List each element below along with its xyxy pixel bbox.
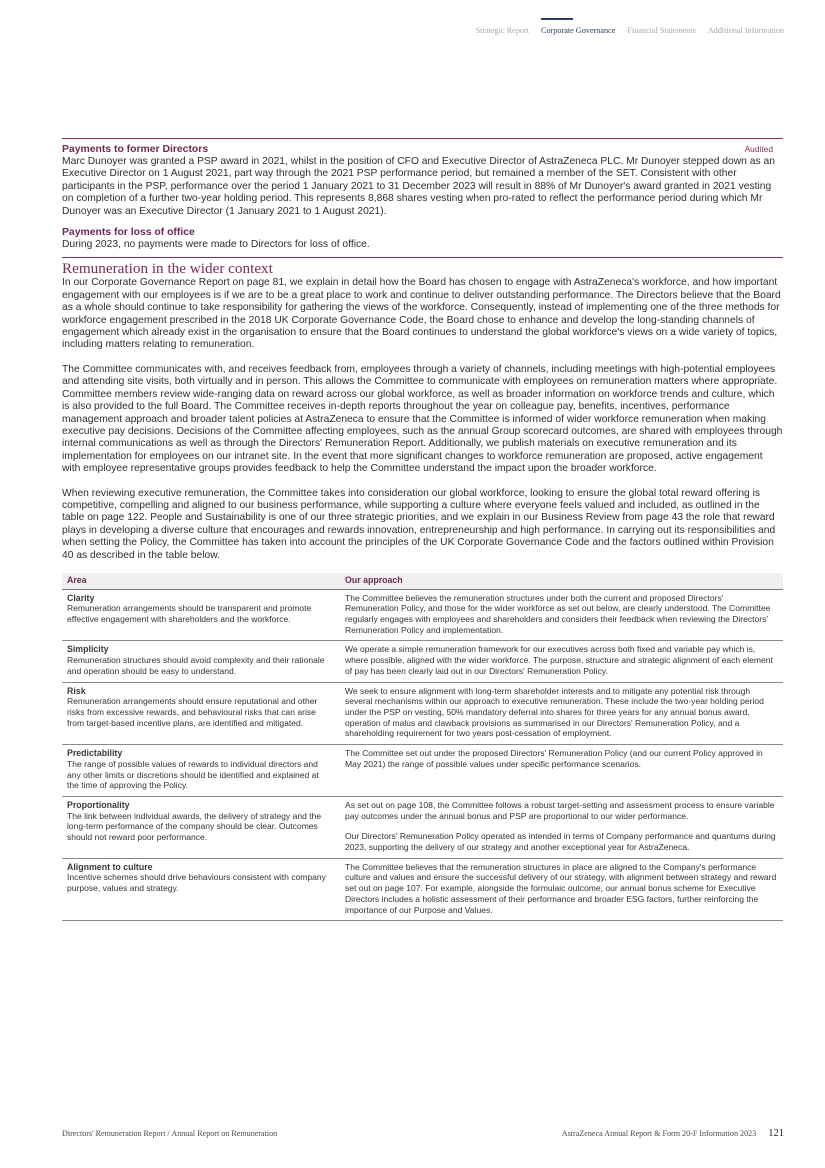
nav-corporate-governance[interactable]: Corporate Governance <box>541 18 615 35</box>
section-divider <box>62 138 783 139</box>
table-row <box>62 858 783 921</box>
top-navigation <box>476 18 784 35</box>
area-cell <box>62 858 340 921</box>
approach-cell <box>340 589 783 641</box>
table-row <box>62 589 783 641</box>
approach-cell <box>340 796 783 858</box>
header-approach: Our approach <box>340 573 783 589</box>
footer-publication <box>562 1128 784 1139</box>
area-title: Alignment to culture <box>67 861 153 872</box>
loss-of-office-text: During 2023, no payments were made to Directors for loss of office. <box>62 239 370 251</box>
approach-text: Our Directors' Remuneration Policy operated as intended in terms of Company performance and quantums during 2023, supporting the delivery of our strategy and another exceptional year for AstraZeneca. <box>345 831 776 853</box>
provision-40-table <box>62 573 783 921</box>
page-footer <box>62 1128 784 1139</box>
area-description: Remuneration arrangements should ensure reputational and other risks from excessive rewards, and behavioural risks that can arise from target-based incentive plans, are identified and mitigated. <box>67 696 318 728</box>
wider-context-section <box>62 257 783 562</box>
footer-breadcrumb: Directors' Remuneration Report / Annual Report on Remuneration <box>62 1129 278 1138</box>
wider-context-heading: Remuneration in the wider context <box>62 260 273 278</box>
area-cell <box>62 682 340 745</box>
former-directors-section <box>62 138 783 218</box>
main-content <box>62 138 783 921</box>
approach-text: As set out on page 108, the Committee follows a robust target-setting and assessment process to ensure variable pay outcomes under the annual bonus and PSP are proportional to our wider performance. <box>345 799 775 821</box>
wider-context-paragraph: In our Corporate Governance Report on page 81, we explain in detail how the Board has chosen to engage with AstraZeneca's workforce, and how important engagement with our employees is if we are to be a great place to work and continue to deliver outstanding performance. The Directors believe that the Board as a whole should continue to take responsibility for gathering the views of the workforce. Consequently, instead of implementing one of the three methods for workforce engagement prescribed in the 2018 UK Corporate Governance Code, the Board chose to enhance and develop the long-standing channels of engagement which already exist in the organisation to ensure that the Board continues to understand the global workforce's views on a wide variety of topics, including matters relating to remuneration. <box>62 277 781 351</box>
approach-cell <box>340 745 783 797</box>
area-title: Proportionality <box>67 799 130 810</box>
page-number: 121 <box>768 1128 784 1139</box>
area-title: Clarity <box>67 592 95 603</box>
area-description: The link between individual awards, the delivery of strategy and the long-term performance of the company should be clear. Outcomes should not reward poor performance. <box>67 810 322 843</box>
nav-additional-information[interactable]: Additional Information <box>707 26 784 35</box>
audited-badge: Audited <box>744 144 773 154</box>
nav-financial-statements[interactable]: Financial Statements <box>627 26 696 35</box>
approach-text: The Committee believes the remuneration structures under both the current and proposed Directors' Remuneration Policy, and those for the wider workforce as set out below, are clearly understood. The Committee regularly engages with employees and shareholders and considers their feedback when reviewing the Directors' Remuneration Policy and implementation. <box>345 592 771 635</box>
approach-text: The Committee believes that the remuneration structures in place are aligned to the Company's performance culture and values and ensure the successful delivery of our strategy, with alignment between strategy and reward set out on page 107. For example, alongside the formulaic outcome, our annual bonus scheme for Executive Directors includes a holistic assessment of their performance and broader ESG factors, further reinforcing the importance of our Purpose and Values. <box>345 861 777 915</box>
wider-context-paragraph: When reviewing executive remuneration, the Committee takes into consideration our global workforce, looking to ensure the global total reward offering is competitive, compelling and aligned to our business performance, while supporting a culture where everyone feels valued and included, as outlined in the table on page 122. People and Sustainability is one of our three strategic priorities, and we explain in our Business Review from page 43 the role that reward plays in developing a diverse culture that encourages and rewards innovation, entrepreneurship and high performance. In carrying out its responsibilities and when setting the Policy, the Committee has taken into account the principles of the UK Corporate Governance Code and the factors outlined within Provision 40 as described in the table below. <box>62 487 776 561</box>
area-description: The range of possible values of rewards to individual directors and any other limits or discretions should be identified and explained at the time of approving the Policy. <box>67 758 319 791</box>
header-area: Area <box>62 573 340 589</box>
area-title: Simplicity <box>67 644 109 655</box>
area-cell <box>62 589 340 641</box>
table-row <box>62 682 783 745</box>
nav-strategic-report[interactable]: Strategic Report <box>475 26 530 35</box>
area-cell <box>62 641 340 682</box>
approach-text: We seek to ensure alignment with long-term shareholder interests and to mitigate any potential risk through several mechanisms within our approach to executive remuneration. These include the two-year holding period under the PSP on vesting, 50% mandatory deferral into shares for three years for any annual bonus award, operation of malus and clawback provisions as summarised in our Directors' Remuneration Policy, and a shareholding requirement for two years post-cessation of employment. <box>345 685 764 739</box>
table-row <box>62 796 783 858</box>
approach-cell <box>340 858 783 921</box>
section-divider <box>62 257 783 258</box>
area-title: Predictability <box>67 748 123 759</box>
area-cell <box>62 745 340 797</box>
former-directors-text: Marc Dunoyer was granted a PSP award in 2021, whilst in the position of CFO and Executive Director of AstraZeneca PLC. Mr Dunoyer stepped down as an Executive Director on 1 August 2021, part way through the 2021 PSP performance period, but remained a member of the SET. Consistent with other participants in the PSP, performance over the period 1 January 2021 to 31 December 2023 will result in 88% of Mr Dunoyer's award granted in 2021 vesting on completion of a further two-year holding period. This represents 8,868 shares vesting when pro-rated to reflect the performance period during which Mr Dunoyer was an Executive Director (1 January 2021 to 1 August 2021). <box>62 156 775 217</box>
loss-of-office-section <box>62 226 783 251</box>
table-row <box>62 641 783 682</box>
former-directors-heading: Payments to former Directors <box>62 144 209 155</box>
footer-report-title: AstraZeneca Annual Report & Form 20-F Information 2023 <box>561 1129 757 1138</box>
loss-of-office-heading: Payments for loss of office <box>62 227 195 239</box>
approach-cell <box>340 682 783 745</box>
approach-text: The Committee set out under the proposed Directors' Remuneration Policy (and our current Policy approved in May 2021) the range of possible values under specific performance scenarios. <box>345 748 763 769</box>
approach-cell <box>340 641 783 682</box>
area-description: Remuneration structures should avoid complexity and their rationale and operation should be easy to understand. <box>67 655 325 676</box>
approach-text: We operate a simple remuneration framework for our executives across both fixed and variable pay which is, where possible, aligned with the wider workforce. The purpose, structure and strategic alignment of each element of pay has been clearly laid out in our Directors' Remuneration Policy. <box>345 644 773 676</box>
wider-context-paragraph: The Committee communicates with, and receives feedback from, employees through a variety of channels, including meetings with high-potential employees and attending site visits, both virtually and in person. This allows the Committee to communicate with employees on remuneration matters where appropriate. Committee members review wide-ranging data on reward across our global workforce, as well as broader information on workforce trends and culture, which is also provided to the full Board. The Committee receives in-depth reports throughout the year on colleague pay, benefits, incentives, performance management approach and broader talent policies at AstraZeneca to ensure that the Committee is informed of wider workforce remuneration when making executive pay decisions. Decisions of the Committee affecting employees, such as the annual Group scorecard outcomes, are shared with employees through internal communications as well as through the Directors' Remuneration Report. Additionally, we publish materials on executive remuneration and its implementation for employees on our intranet site. In the event that more significant changes to workforce remuneration are proposed, active engagement with employee representative groups provides feedback to help the Committee understand the impact upon the broader workforce. <box>62 363 783 475</box>
table-header-row <box>62 573 783 589</box>
area-description: Remuneration arrangements should be transparent and promote effective engagement with shareholders and the workforce. <box>67 603 312 625</box>
area-title: Risk <box>67 685 86 696</box>
area-cell <box>62 796 340 858</box>
area-description: Incentive schemes should drive behaviours consistent with company purpose, values and strategy. <box>67 872 326 894</box>
table-row <box>62 745 783 797</box>
